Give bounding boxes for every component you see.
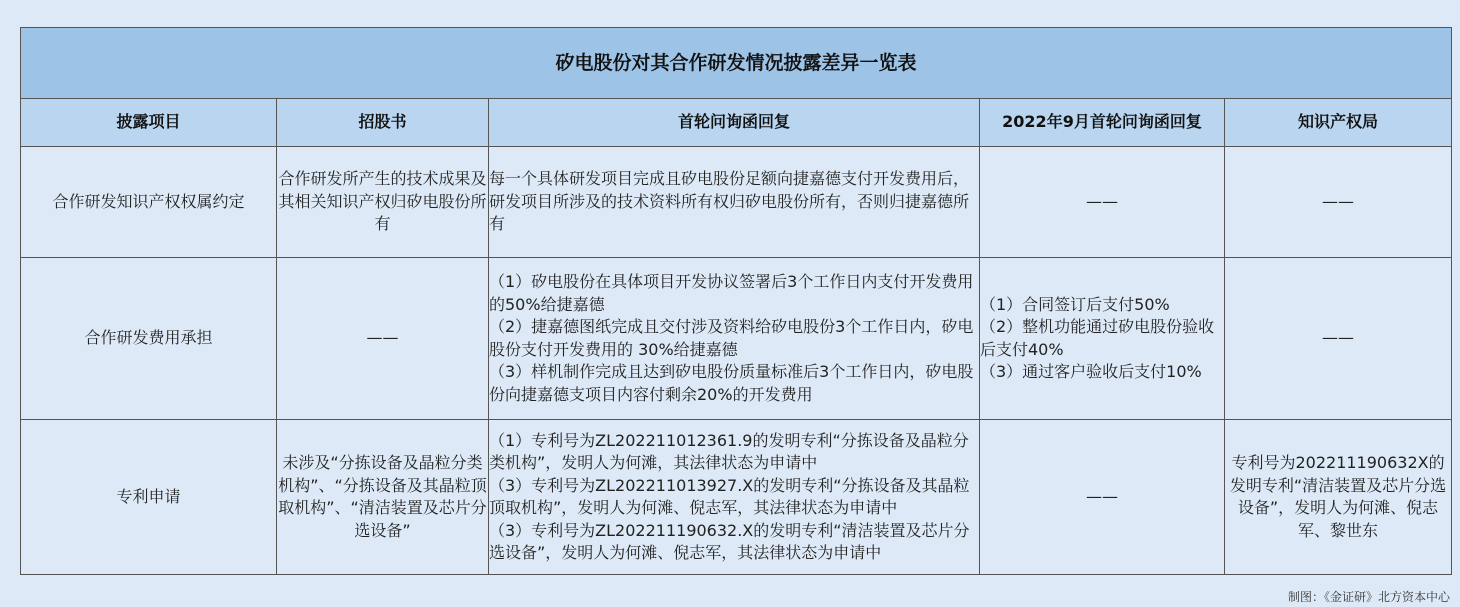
ipo-office-cell xyxy=(1225,420,1452,575)
header-row xyxy=(21,99,1452,147)
first-reply-line: （2）捷嘉德图纸完成且交付涉及资料给矽电股份3个工作日内，矽电股份支付开发费用的 30%给捷嘉德 xyxy=(489,317,974,359)
ipo-office-cell xyxy=(1225,258,1452,420)
sep-reply-cell xyxy=(980,147,1225,258)
table-row xyxy=(21,147,1452,258)
header-cell-ipo-office: 知识产权局 xyxy=(1225,99,1452,147)
prospectus-cell xyxy=(277,420,489,575)
sep-reply-line: （2）整机功能通过矽电股份验收后支付40% xyxy=(980,317,1215,359)
prospectus-text: 未涉及“分拣设备及晶粒分类机构”、“分拣设备及其晶粒顶取机构”、“清洁装置及芯片分选设备” xyxy=(278,453,487,540)
ipo-office-text: —— xyxy=(1322,191,1355,211)
table-row xyxy=(21,420,1452,575)
first-reply-cell xyxy=(489,147,980,258)
row-item-label: 合作研发知识产权权属约定 xyxy=(21,147,277,258)
ipo-office-cell xyxy=(1225,147,1452,258)
first-reply-line: （3）专利号为ZL202211190632.X的发明专利“清洁装置及芯片分选设备”，发明人为何滩、倪志军，其法律状态为申请中 xyxy=(489,520,970,562)
ipo-office-text: 专利号为202211190632X的发明专利“清洁装置及芯片分选设备”，发明人为何滩、倪志军、黎世东 xyxy=(1229,453,1447,540)
first-reply-line: （3）样机制作完成且达到矽电股份质量标准后3个工作日内，矽电股份向捷嘉德支项目内容付剩余20%的开发费用 xyxy=(489,362,974,404)
header-cell-sep-reply: 2022年9月首轮问询函回复 xyxy=(980,99,1225,147)
header-cell-prospectus: 招股书 xyxy=(277,99,489,147)
first-reply-text: 每一个具体研发项目完成且矽电股份足额向捷嘉德支付开发费用后，研发项目所涉及的技术资料所有权归矽电股份所有，否则归捷嘉德所有 xyxy=(489,169,970,234)
prospectus-cell xyxy=(277,258,489,420)
row-item-label: 专利申请 xyxy=(21,420,277,575)
first-reply-cell xyxy=(489,420,980,575)
first-reply-line: （1）矽电股份在具体项目开发协议签署后3个工作日内支付开发费用的50%给捷嘉德 xyxy=(489,272,974,314)
table-title: 矽电股份对其合作研发情况披露差异一览表 xyxy=(21,28,1452,99)
source-credit: 制图：《金证研》北方资本中心 xyxy=(1287,590,1450,604)
disclosure-comparison-table xyxy=(20,27,1452,575)
first-reply-line: （1）专利号为ZL202211012361.9的发明专利“分拣设备及晶粒分类机构”，发明人为何滩，其法律状态为申请中 xyxy=(489,430,969,472)
prospectus-text: 合作研发所产生的技术成果及其相关知识产权归矽电股份所有 xyxy=(278,169,487,234)
prospectus-text: —— xyxy=(366,328,399,348)
sep-reply-text: —— xyxy=(1086,191,1118,211)
ipo-office-text: —— xyxy=(1322,328,1355,348)
header-cell-first-reply: 首轮问询函回复 xyxy=(489,99,980,147)
sep-reply-line: （3）通过客户验收后支付10% xyxy=(980,362,1202,381)
first-reply-line: （3）专利号为ZL202211013927.X的发明专利“分拣设备及其晶粒顶取机构”，发明人为何滩、倪志军，其法律状态为申请中 xyxy=(489,475,970,517)
row-item-label: 合作研发费用承担 xyxy=(21,258,277,420)
sep-reply-cell xyxy=(980,420,1225,575)
sep-reply-cell xyxy=(980,258,1225,420)
sep-reply-text: —— xyxy=(1086,486,1118,506)
table-row xyxy=(21,258,1452,420)
sep-reply-line: （1）合同签订后支付50% xyxy=(980,294,1170,314)
first-reply-cell xyxy=(489,258,980,420)
prospectus-cell xyxy=(277,147,489,258)
header-cell-item: 披露项目 xyxy=(21,99,277,147)
title-row xyxy=(21,28,1452,99)
